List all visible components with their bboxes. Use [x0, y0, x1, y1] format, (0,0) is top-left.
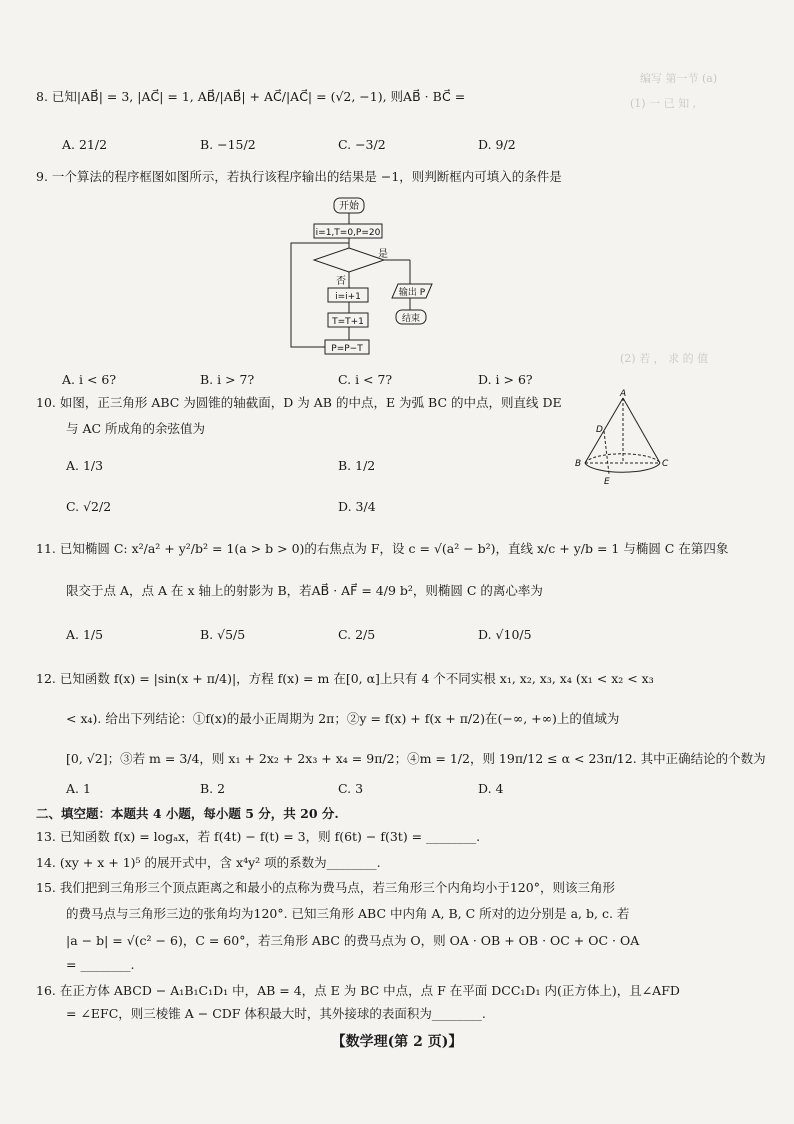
q10-option-c: C. √2/2	[66, 499, 112, 514]
q9-option-a: A. i < 6?	[62, 372, 117, 387]
flow-end-label: 结束	[401, 314, 421, 324]
q11-option-d: D. √10/5	[478, 627, 532, 642]
q10-option-b: B. 1/2	[338, 458, 376, 473]
cone-label-c: C	[662, 459, 669, 469]
q11-option-c: C. 2/5	[338, 627, 376, 642]
flow-inc-i-box	[328, 288, 368, 302]
q11-stem-line2: 限交于点 A，点 A 在 x 轴上的射影为 B，若AB⃗ · AF⃗ = 4/9 b²，则椭圆 C 的离心率为	[66, 583, 543, 598]
q9-option-c: C. i < 7?	[338, 372, 393, 387]
flow-output-box	[392, 284, 432, 298]
q14-stem: 14. (xy + x + 1)⁵ 的展开式中，含 x⁴y² 项的系数为________.	[36, 855, 381, 870]
q15-line2: 的费马点与三角形三边的张角均为120°. 已知三角形 ABC 中内角 A, B, C 所对的边分别是 a, b, c. 若	[66, 906, 630, 921]
cone-label-d: D	[596, 425, 603, 435]
flow-inc-t-label: T=T+1	[332, 317, 364, 327]
q13-stem: 13. 已知函数 f(x) = logₐx，若 f(4t) − f(t) = 3，则 f(6t) − f(3t) = ________.	[36, 829, 481, 844]
flow-yes-label: 是	[378, 249, 388, 260]
q12-stem-line3: [0, √2]；③若 m = 3/4，则 x₁ + 2x₂ + 2x₃ + x₄ = 9π/2；④m = 1/2，则 19π/12 ≤ α < 23π/12. 其中正确结论的个数为	[66, 751, 766, 766]
q12-option-c: C. 3	[338, 781, 364, 796]
flow-inc-i-label: i=i+1	[335, 292, 361, 302]
flow-start-box	[334, 198, 364, 213]
q11-option-a: A. 1/5	[66, 627, 104, 642]
page-footer: 【数学理(第 2 页)】	[331, 1034, 463, 1050]
q15-line4: = ________.	[66, 957, 135, 972]
cone-label-e: E	[604, 477, 610, 487]
flow-no-label: 否	[336, 276, 346, 287]
flow-update-p-label: P=P−T	[331, 344, 363, 354]
flow-init-label: i=1,T=0,P=20	[315, 228, 381, 238]
flow-end-box	[396, 310, 426, 324]
q8-option-c: C. −3/2	[338, 137, 386, 152]
section-fill-in-heading: 二、填空题：本题共 4 小题，每小题 5 分，共 20 分.	[36, 806, 339, 821]
q9-stem: 9. 一个算法的程序框图如图所示，若执行该程序输出的结果是 −1，则判断框内可填入的条件是	[36, 169, 562, 184]
flow-init-box	[314, 224, 382, 238]
q12-stem-line1: 12. 已知函数 f(x) = |sin(x + π/4)|，方程 f(x) = m 在[0, α]上只有 4 个不同实根 x₁, x₂, x₃, x₄ (x₁ < x₂ < x₃	[36, 671, 654, 686]
cone-label-b: B	[575, 459, 582, 469]
cone-label-a: A	[620, 389, 627, 399]
q12-option-b: B. 2	[200, 781, 226, 796]
flow-decision	[314, 248, 384, 272]
q12-option-a: A. 1	[66, 781, 91, 796]
flow-inc-t-box	[328, 313, 368, 327]
q11-stem-line1: 11. 已知椭圆 C: x²/a² + y²/b² = 1(a > b > 0)的右焦点为 F，设 c = √(a² − b²)，直线 x/c + y/b = 1 与椭圆 C 在第四象	[36, 541, 729, 556]
q10-option-a: A. 1/3	[66, 458, 104, 473]
flow-update-p-box	[325, 340, 369, 354]
q10-option-d: D. 3/4	[338, 499, 376, 514]
q10-stem-line2: 与 AC 所成角的余弦值为	[66, 421, 206, 436]
q12-stem-line2: < x₄). 给出下列结论：①f(x)的最小正周期为 2π；②y = f(x) + f(x + π/2)在(−∞, +∞)上的值域为	[66, 711, 620, 726]
q9-option-d: D. i > 6?	[478, 372, 533, 387]
flow-output-label: 输出 P	[398, 288, 426, 298]
flow-start-label: 开始	[339, 201, 359, 212]
q8-option-d: D. 9/2	[478, 137, 516, 152]
q8-option-a: A. 21/2	[62, 137, 108, 152]
q16-line2: = ∠EFC，则三棱锥 A − CDF 体积最大时，其外接球的表面积为________.	[66, 1006, 486, 1021]
q9-option-b: B. i > 7?	[200, 372, 255, 387]
q15-line1: 15. 我们把到三角形三个顶点距离之和最小的点称为费马点，若三角形三个内角均小于120°，则该三角形	[36, 880, 615, 895]
q8-option-b: B. −15/2	[200, 137, 256, 152]
q16-line1: 16. 在正方体 ABCD − A₁B₁C₁D₁ 中，AB = 4，点 E 为 BC 中点，点 F 在平面 DCC₁D₁ 内(正方体上)，且∠AFD	[36, 983, 680, 998]
q8-stem: 8. 已知|AB⃗| = 3, |AC⃗| = 1, AB⃗/|AB⃗| + AC⃗/|AC⃗| = (√2, −1), 则AB⃗ · BC⃗ =	[36, 89, 466, 104]
q15-line3: |a − b| = √(c² − 6)，C = 60°，若三角形 ABC 的费马点为 O，则 OA · OB + OB · OC + OC · OA	[66, 933, 640, 948]
q10-stem-line1: 10. 如图，正三角形 ABC 为圆锥的轴截面，D 为 AB 的中点，E 为弧 BC 的中点，则直线 DE	[36, 395, 562, 410]
q11-option-b: B. √5/5	[200, 627, 246, 642]
q12-option-d: D. 4	[478, 781, 504, 796]
